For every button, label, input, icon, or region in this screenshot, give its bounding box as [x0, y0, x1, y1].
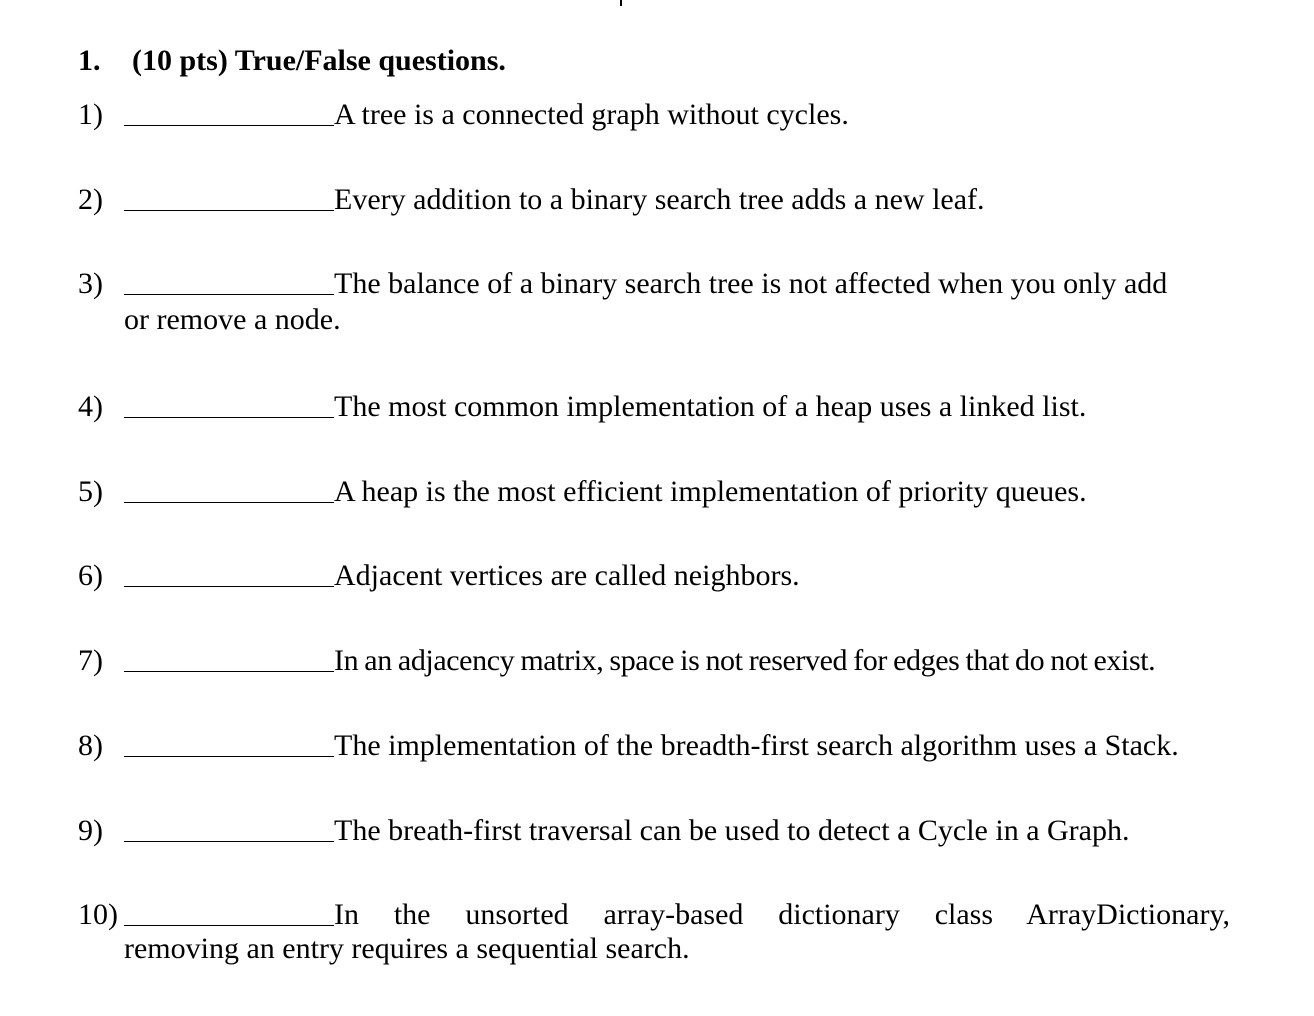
question-number: 10)	[78, 898, 118, 931]
question-number: 3)	[78, 267, 103, 300]
question-text: The breath-first traversal can be used to detect a Cycle in a Graph.	[334, 814, 1130, 847]
question-text-continuation: or remove a node.	[124, 303, 341, 336]
question-number: 2)	[78, 183, 103, 216]
question-number: 9)	[78, 814, 103, 847]
question-text: The implementation of the breadth-first search algorithm uses a Stack.	[334, 729, 1179, 762]
question-number: 1)	[78, 98, 103, 131]
question-text: The most common implementation of a heap uses a linked list.	[334, 390, 1087, 423]
question-number: 7)	[78, 644, 103, 677]
question-number: 4)	[78, 390, 103, 423]
answer-blank[interactable]	[124, 756, 334, 757]
question-text: The balance of a binary search tree is not affected when you only add	[334, 267, 1168, 300]
page-top-mark	[620, 0, 622, 6]
answer-blank[interactable]	[124, 925, 334, 926]
answer-blank[interactable]	[124, 586, 334, 587]
question-text-continuation: removing an entry requires a sequential search.	[124, 932, 690, 965]
answer-blank[interactable]	[124, 671, 334, 672]
section-number: 1.	[78, 44, 101, 77]
question-text: In an adjacency matrix, space is not reserved for edges that do not exist.	[334, 644, 1156, 677]
question-text: A heap is the most efficient implementation of priority queues.	[334, 475, 1087, 508]
question-text: A tree is a connected graph without cycles.	[334, 98, 849, 131]
section-heading	[78, 42, 506, 80]
section-title: (10 pts) True/False questions.	[132, 44, 506, 77]
answer-blank[interactable]	[124, 294, 334, 295]
answer-blank[interactable]	[124, 125, 334, 126]
question-text: In the unsorted array-based dictionary class ArrayDictionary,	[334, 898, 1230, 931]
question-number: 5)	[78, 475, 103, 508]
question-number: 6)	[78, 559, 103, 592]
question-number: 8)	[78, 729, 103, 762]
answer-blank[interactable]	[124, 417, 334, 418]
answer-blank[interactable]	[124, 502, 334, 503]
question-text: Adjacent vertices are called neighbors.	[334, 559, 800, 592]
question-text: Every addition to a binary search tree adds a new leaf.	[334, 183, 985, 216]
answer-blank[interactable]	[124, 210, 334, 211]
answer-blank[interactable]	[124, 841, 334, 842]
